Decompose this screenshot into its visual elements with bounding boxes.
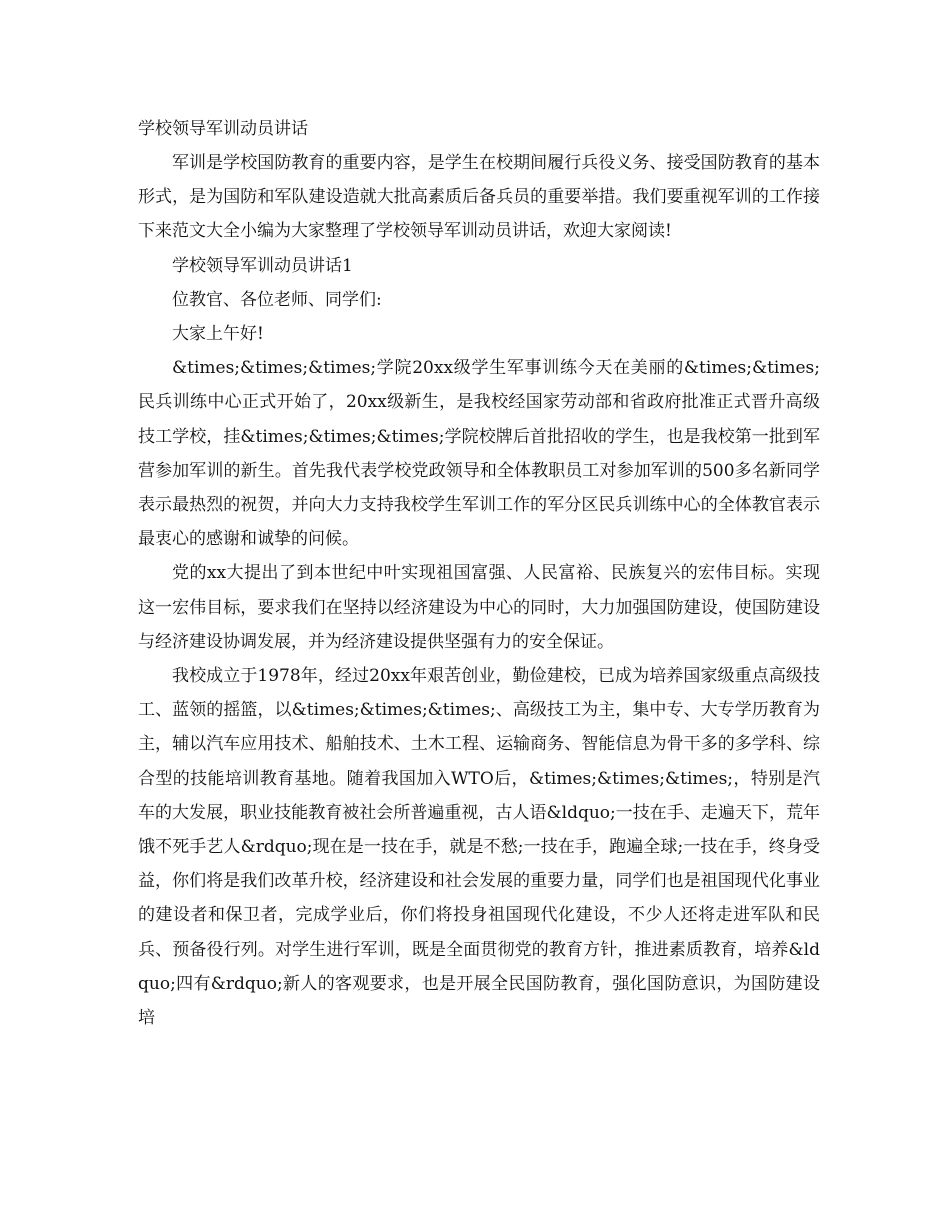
body-paragraph-opening: &times;&times;&times;学院20xx级学生军事训练今天在美丽的&times;&times;民兵训练中心正式开始了，20xx级新生，是我校经国家劳动部和省政府批准正式晋升高级技工学校，挂&times;&times;&times;学院校牌后首批招收的学生，也是我校第一批到军营参加军训的新生。首先我代表学校党政领导和全体教职员工对参加军训的500多名新同学表示最热烈的祝贺，并向大力支持我校学生军训工作的军分区民兵训练中心的全体教官表示最衷心的感谢和诚挚的问候。: [138, 358, 820, 550]
salutation-line: 位教官、各位老师、同学们:: [172, 289, 382, 310]
intro-paragraph: 军训是学校国防教育的重要内容，是学生在校期间履行兵役义务、接受国防教育的基本形式，是为国防和军队建设造就大批高素质后备兵员的重要举措。我们要重视军训的工作接下来范文大全小编为大家整理了学校领导军训动员讲话，欢迎大家阅读!: [138, 153, 820, 242]
document-title: 学校领导军训动员讲话: [138, 119, 308, 139]
document-body: [138, 146, 820, 1035]
body-paragraph-national-goal: 党的xx大提出了到本世纪中叶实现祖国富强、人民富裕、民族复兴的宏伟目标。实现这一宏伟目标，要求我们在坚持以经济建设为中心的同时，大力加强国防建设，使国防建设与经济建设协调发展，并为经济建设提供坚强有力的安全保证。: [138, 563, 820, 652]
greeting-line: 大家上午好!: [172, 324, 264, 345]
speech-heading: 学校领导军训动员讲话1: [172, 255, 353, 276]
body-paragraph-school-history: 我校成立于1978年，经过20xx年艰苦创业，勤俭建校，已成为培养国家级重点高级技工、蓝领的摇篮，以&times;&times;&times;、高级技工为主，集中专、大专学历教育为主，辅以汽车应用技术、船舶技术、土木工程、运输商务、智能信息为骨干多的多学科、综合型的技能培训教育基地。随着我国加入WTO后，&times;&times;&times;，特别是汽车的大发展，职业技能教育被社会所普遍重视，古人语&ldquo;一技在手、走遍天下，荒年饿不死手艺人&rdquo;现在是一技在手，就是不愁;一技在手，跑遍全球;一技在手，终身受益，你们将是我们改革升校，经济建设和社会发展的重要力量，同学们也是祖国现代化事业的建设者和保卫者，完成学业后，你们将投身祖国现代化建设，不少人还将走进军队和民兵、预备役行列。对学生进行军训，既是全面贯彻党的教育方针，推进素质教育，培养&ldquo;四有&rdquo;新人的客观要求，也是开展全民国防教育，强化国防意识，为国防建设培: [138, 666, 820, 1029]
